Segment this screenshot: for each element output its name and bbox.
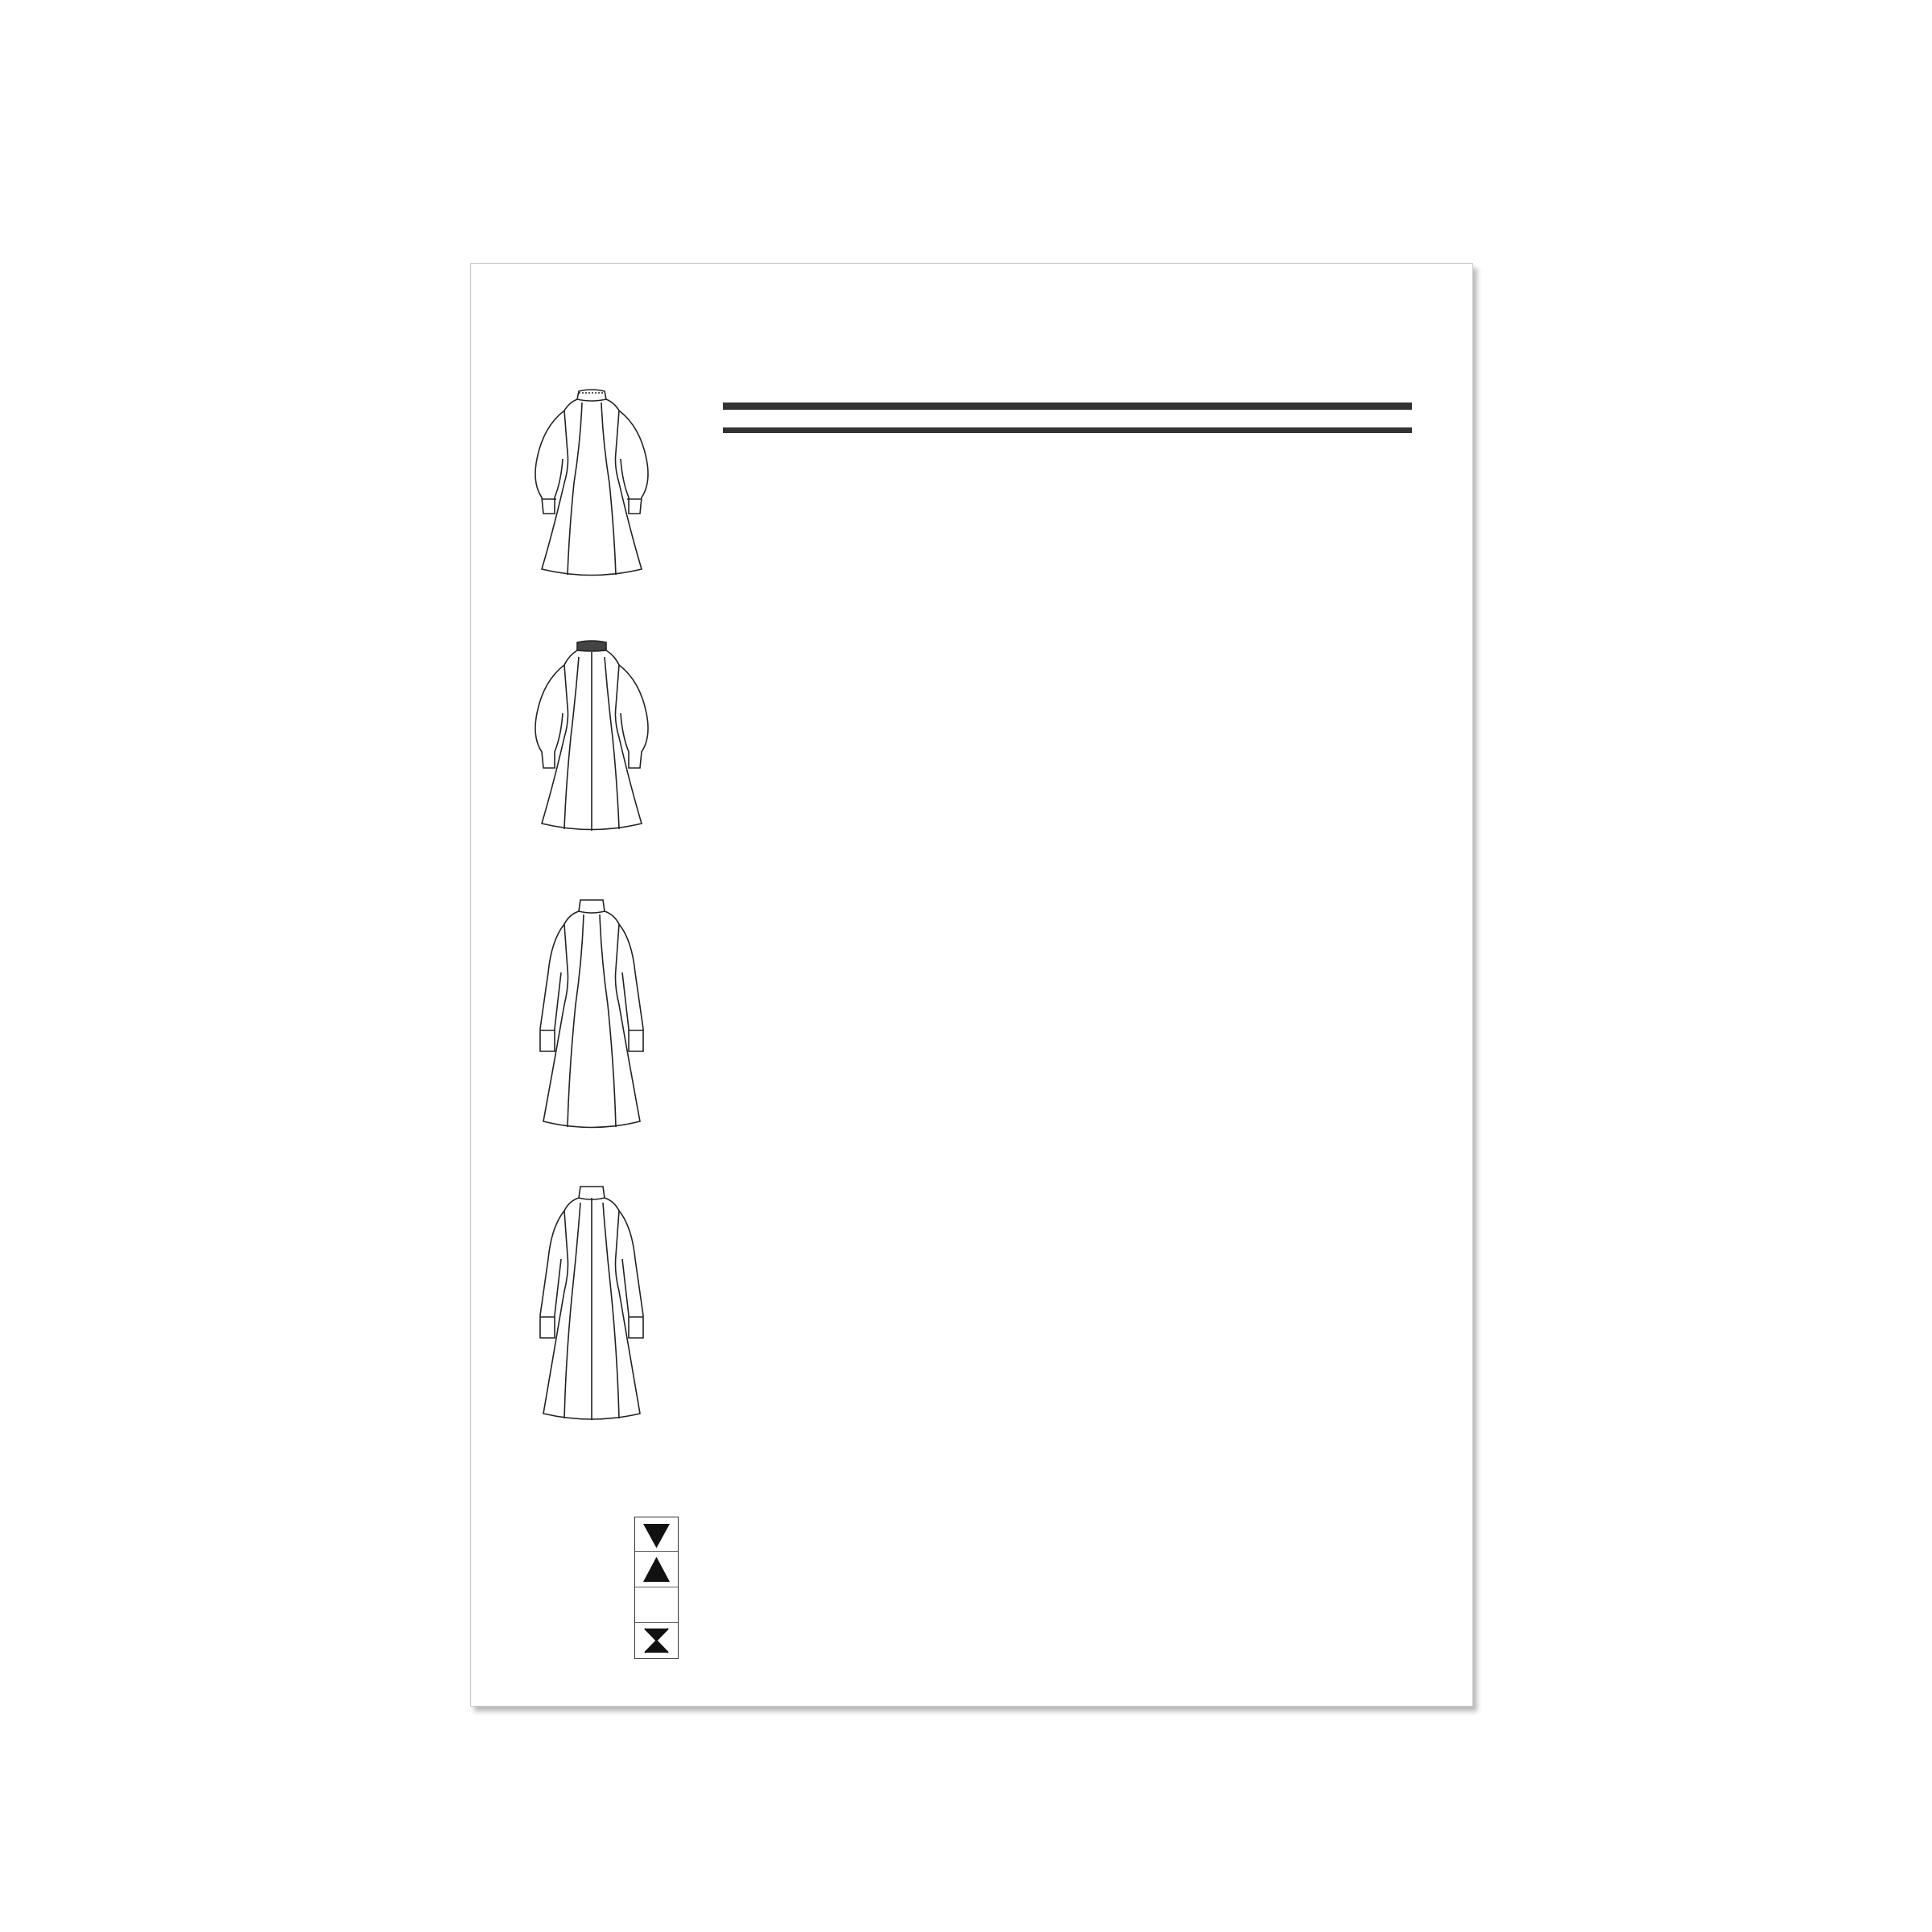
triangle-up-icon [635, 1553, 678, 1587]
triangle-down-icon [635, 1517, 678, 1552]
pattern-details [723, 385, 1412, 433]
blank-symbol [635, 1588, 678, 1623]
view-b-back-sketch [511, 1179, 672, 1428]
view-b-front-sketch [511, 892, 672, 1133]
view-a-front-sketch [511, 378, 672, 580]
symbol-key [634, 1517, 679, 1659]
view-a-back-sketch [511, 633, 672, 834]
french-note [723, 431, 1412, 433]
hourglass-icon [635, 1624, 678, 1658]
french-description [723, 408, 1412, 410]
pattern-envelope-back [470, 263, 1473, 1707]
